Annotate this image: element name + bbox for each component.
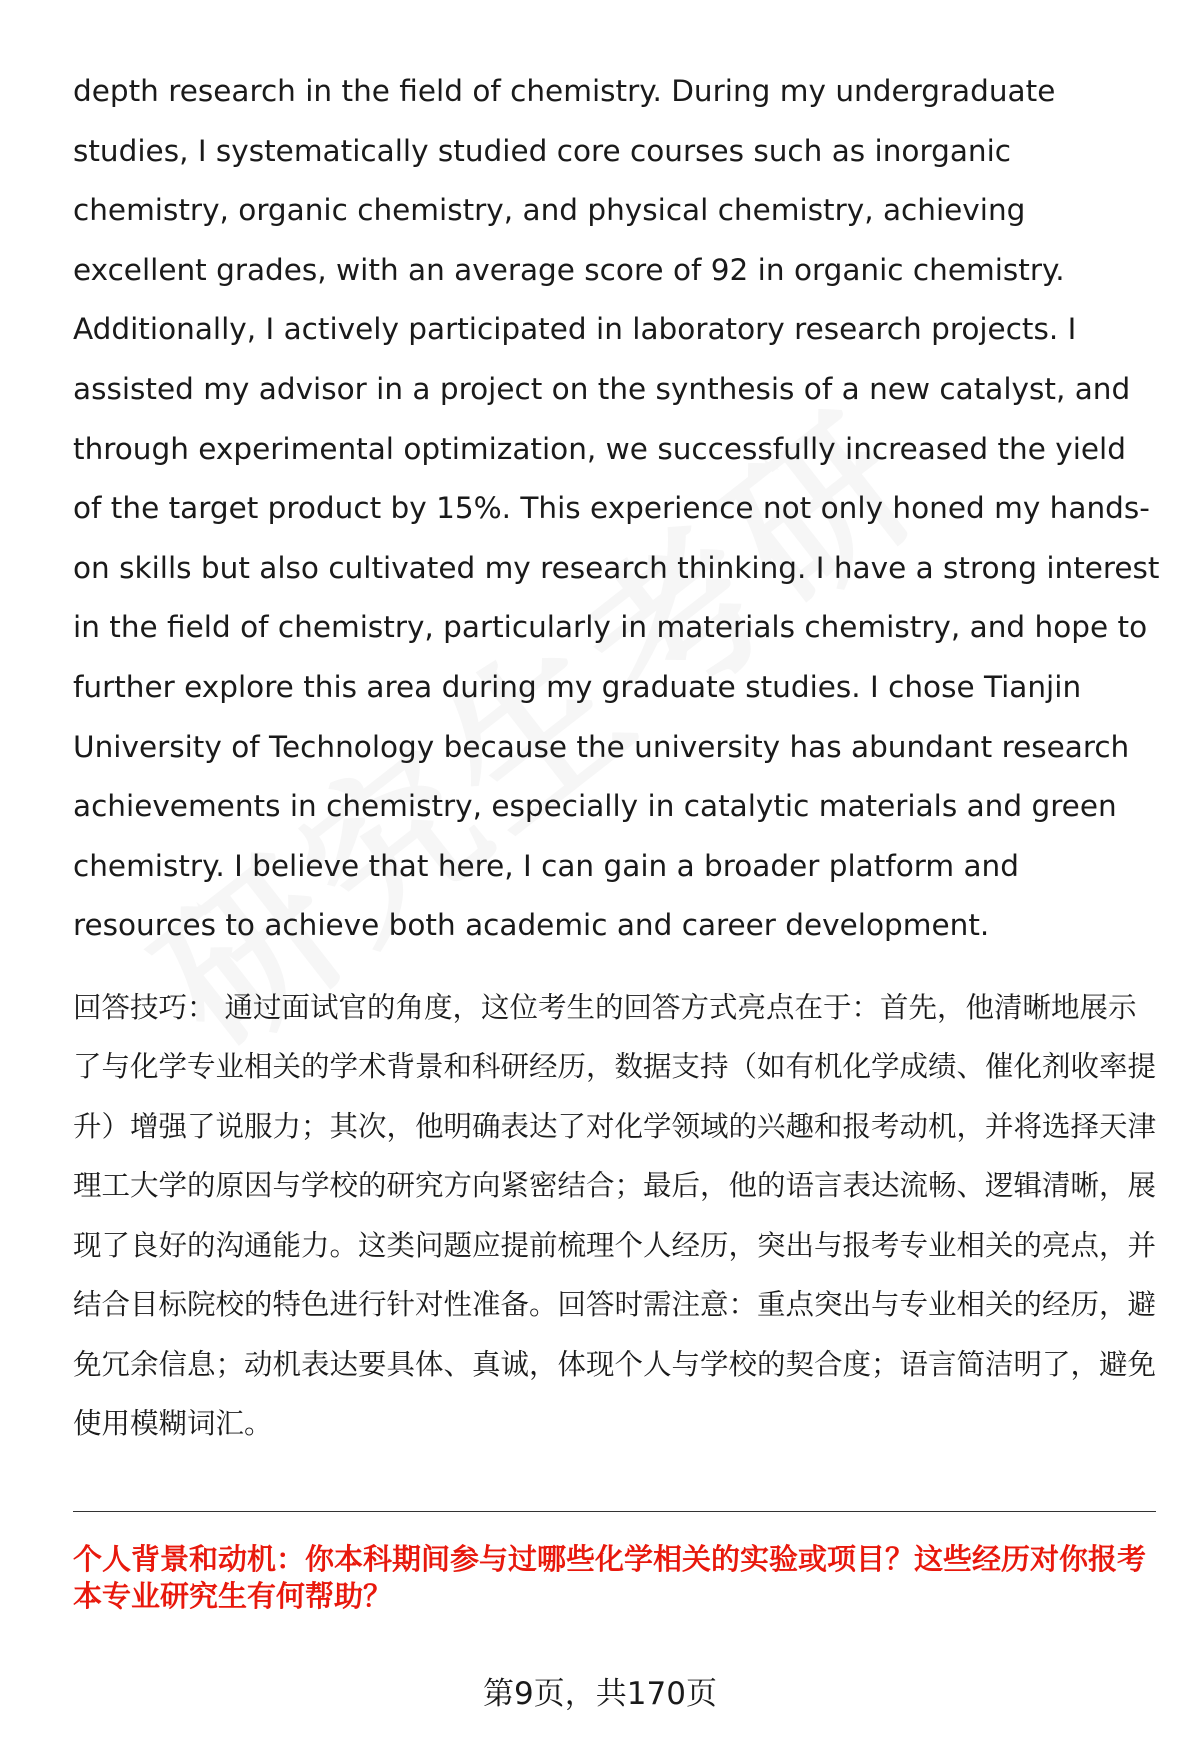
next-question-heading: 个人背景和动机：你本科期间参与过哪些化学相关的实验或项目？这些经历对你报考本专业研究生有何帮助？ xyxy=(73,1542,1147,1613)
answer-paragraph: depth research in the field of chemistry. During my undergraduate studies, I systematically studied core courses such as inorganic chemistry, organic chemistry, and physical chemistry, achieving excellent grades, with an average score of 92 in organic chemistry. Additionally, I actively participated in laboratory research projects. I assisted my advisor in a project on the synthesis of a new catalyst, and through experimental optimization, we successfully increased the yield of the target product by 15%. This experience not only honed my hands-on skills but also cultivated my research thinking. I have a strong interest in the field of chemistry, particularly in materials chemistry, and hope to further explore this area during my graduate studies. I chose Tianjin University of Technology because the university has abundant research achievements in chemistry, especially in catalytic materials and green chemistry. I believe that here, I can gain a broader platform and resources to achieve both academic and career development. xyxy=(73,74,1160,943)
page-number: 第9页，共170页 xyxy=(483,1676,717,1712)
section-divider xyxy=(73,1511,1156,1512)
answer-tip-paragraph: 回答技巧： 通过面试官的角度，这位考生的回答方式亮点在于：首先，他清晰地展示了与化学专业相关的学术背景和科研经历，数据支持（如有机化学成绩、催化剂收率提升）增强了说服力；其次，他明确表达了对化学领域的兴趣和报考动机，并将选择天津理工大学的原因与学校的研究方向紧密结合；最后，他的语言表达流畅、逻辑清晰，展现了良好的沟通能力。这类问题应提前梳理个人经历，突出与报考专业相关的亮点，并结合目标院校的特色进行针对性准备。回答时需注意：重点突出与专业相关的经历，避免冗余信息；动机表达要具体、真诚，体现个人与学校的契合度；语言简洁明了，避免使用模糊词汇。 xyxy=(73,990,1157,1441)
content-area xyxy=(73,62,1163,1454)
